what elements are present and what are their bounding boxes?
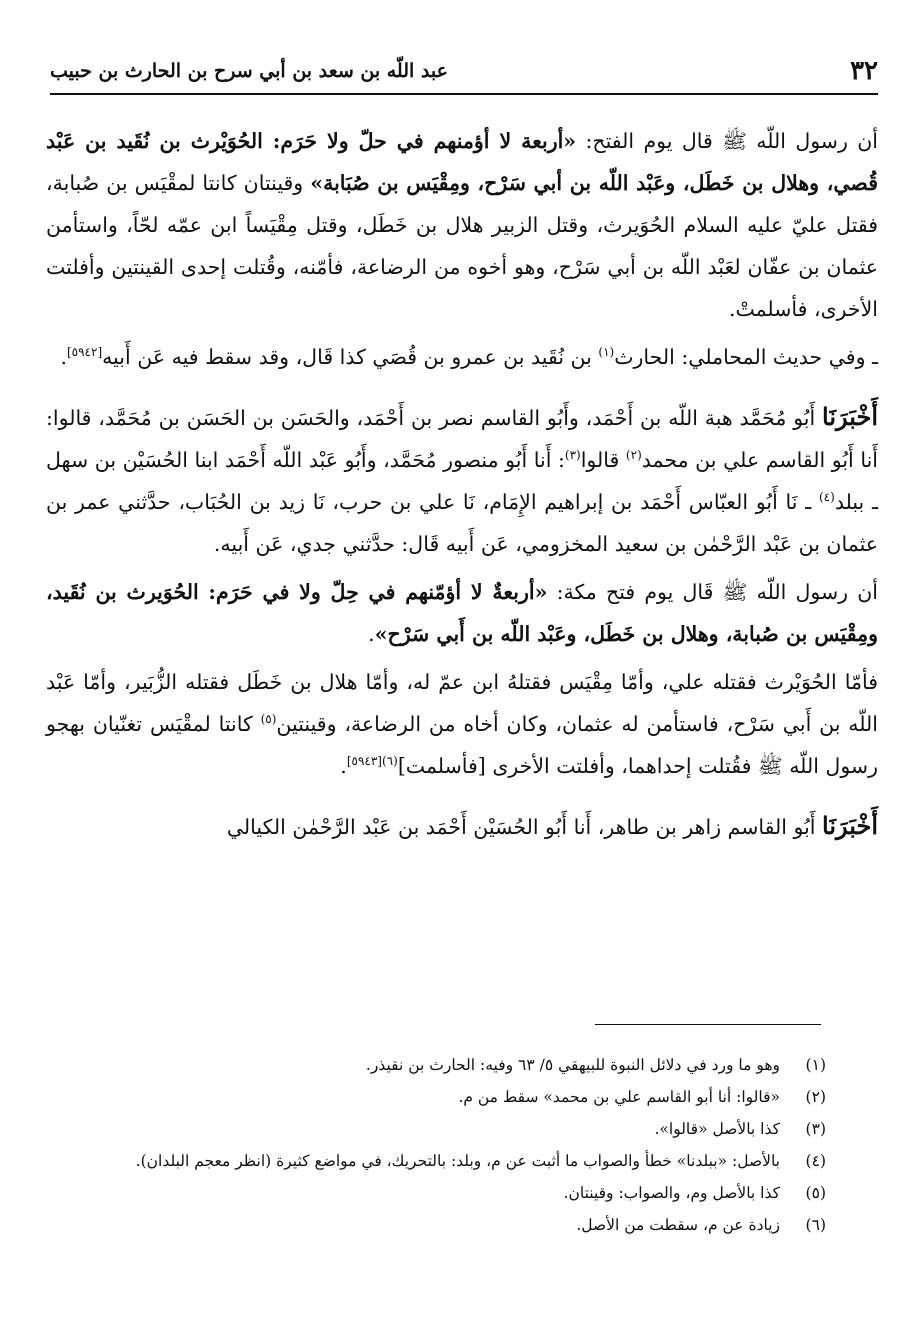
paragraph-1 — [46, 120, 878, 330]
paragraph-6 — [46, 805, 878, 848]
text: : أَنا أَبُو منصور مُحَمَّد، وأَبُو عَبْد اللّه أَحْمَد ابنا الحُسَيْن بن سهل ـ ببلد — [46, 448, 878, 514]
main-text — [46, 120, 878, 848]
hadith-quote: «أربعة لا أؤمنهم في حلّ ولا حَرَم: الحُوَيْرث بن نُقَيد بن عَبْد قُصي، وهلال بن خَطَل، وعَبْد اللّه بن أبي سَرْح، ومِقْيَس بن صُبَابة» — [46, 129, 878, 195]
footnote — [50, 1114, 826, 1144]
text: قالوا — [580, 448, 626, 472]
hadith-quote: «أربعةٌ لا أؤمّنهم في حِلّ ولا في حَرَم: الحُوَيرث بن نُقَيد، ومِقْيَس بن صُبابة، وهلال بن خَطَل، وعَبْد اللّه بن أَبي سَرْح» — [46, 580, 878, 646]
text: أَبُو مُحَمَّد هبة اللّه بن أَحْمَد، وأَبُو القاسم نصر بن أَحْمَد، والحَسَن بن الحَسَن بن مُحَمَّد، قالوا: أَنا أَبُو القاسم علي بن محمد — [46, 406, 878, 472]
footnote-number: (٢) — [805, 1088, 826, 1106]
footnote-number: (٦) — [805, 1216, 826, 1234]
footnote-text: وهو ما ورد في دلائل النبوة للبيهقي ٥/ ٦٣ وفيه: الحارث بن نقيذر. — [365, 1056, 780, 1074]
paragraph-5 — [46, 661, 878, 787]
record-number: [٥٩٤٢] — [66, 345, 103, 360]
footnote-number: (٣) — [805, 1120, 826, 1138]
footnote-text: كذا بالأصل «قالوا». — [654, 1120, 780, 1138]
paragraph-4 — [46, 571, 878, 655]
text: . — [368, 622, 375, 646]
akhbarana-lead: أَخْبَرَنَا — [822, 811, 878, 840]
running-title: عبد اللّه بن سعد بن أبي سرح بن الحارث بن حبيب — [50, 60, 448, 82]
text: . — [60, 345, 67, 369]
text: أن رسول اللّه ﷺ قَال يوم فتح مكة: — [547, 580, 878, 604]
footnote — [50, 1082, 826, 1112]
footnote-ref: (٥) — [260, 712, 277, 727]
page-header — [50, 52, 878, 92]
text: وقينتان كانتا لمقْيَس بن صُبابة، فقتل عليّ عليه السلام الحُوَيرث، وقتل الزبير هلال بن خَطَل، وقتل مِقْيَساً ابن عمّه لحّاً، واستأمن عثمان بن عفّان لعَبْد اللّه بن أبي سَرْح، وهو أخوه من الرضاعة، فأمّنه، وقُتلت إحدى القينتين وأفلتت الأخرى، فأسلمتْ. — [46, 171, 878, 321]
footnote-ref: (٤) — [818, 490, 835, 505]
footnote-ref: (٣) — [564, 448, 581, 463]
footnote-rule — [595, 1024, 821, 1025]
footnote-text: كذا بالأصل وم، والصواب: وقينتان. — [563, 1184, 780, 1202]
text: أَبُو القاسم زاهر بن طاهر، أَنا أَبُو الحُسَيْن أَحْمَد بن عَبْد الرَّحْمٰن الكيالي — [226, 815, 823, 839]
text: ـ وفي حديث المحاملي: الحارث — [614, 345, 878, 369]
text: فأمّا الحُوَيْرث فقتله علي، وأمّا مِقْيَس فقتلهُ ابن عمّ له، وأمّا هلال بن خَطَل فقتله الزُّبَير، وأمّا عَبْد اللّه بن أَبي سَرْح، فاستأمن له عثمان، وكان أخاه من الرضاعة، وقينتين — [46, 670, 878, 736]
page-number: ٣٢ — [850, 56, 878, 86]
footnote-number: (٤) — [805, 1152, 826, 1170]
footnote-text: «قالوا: أنا أبو القاسم علي بن محمد» سقط من م. — [458, 1088, 780, 1106]
header-rule — [50, 93, 878, 95]
akhbarana-lead: أَخْبَرَنَا — [822, 402, 878, 431]
footnotes — [50, 1050, 826, 1242]
footnote-number: (١) — [805, 1056, 826, 1074]
text: ـ نَا أَبُو العبّاس أَحْمَد بن إبراهيم الإِمَام، نَا علي بن حرب، نَا زيد بن الحُبَاب، حدَّثني عمر بن عثمان بن عَبْد الرَّحْمٰن بن سعيد المخزومي، عَن أَبيه قَال: حدَّثني جدي، عَن أَبيه. — [46, 490, 878, 556]
footnote-ref: (٢) — [625, 448, 642, 463]
footnote — [50, 1050, 826, 1080]
footnote-text: بالأصل: «ببلدنا» خطأ والصواب ما أثبت عن م، وبلد: بالتحريك، في مواضع كثيرة (انظر معجم البلدان). — [135, 1152, 780, 1170]
footnote-ref: (١) — [598, 345, 615, 360]
text: . — [340, 754, 347, 778]
text: بن نُقَيد بن عمرو بن قُصَي كذا قَال، وقد سقط فيه عَن أَبيه — [102, 345, 599, 369]
footnote — [50, 1210, 826, 1240]
footnote-number: (٥) — [805, 1184, 826, 1202]
footnote — [50, 1146, 826, 1176]
footnote — [50, 1178, 826, 1208]
paragraph-2 — [46, 336, 878, 378]
footnote-text: زيادة عن م، سقطت من الأصل. — [576, 1216, 780, 1234]
text: كانتا لمقْيَس تغنّيان بهجو رسول اللّه ﷺ فقُتلت إحداهما، وأفلتت الأخرى [فأسلمت] — [46, 712, 878, 778]
record-number: (٦)[٥٩٤٣] — [346, 754, 398, 769]
paragraph-3 — [46, 396, 878, 565]
text: أن رسول اللّه ﷺ قال يوم الفتح: — [576, 129, 878, 153]
